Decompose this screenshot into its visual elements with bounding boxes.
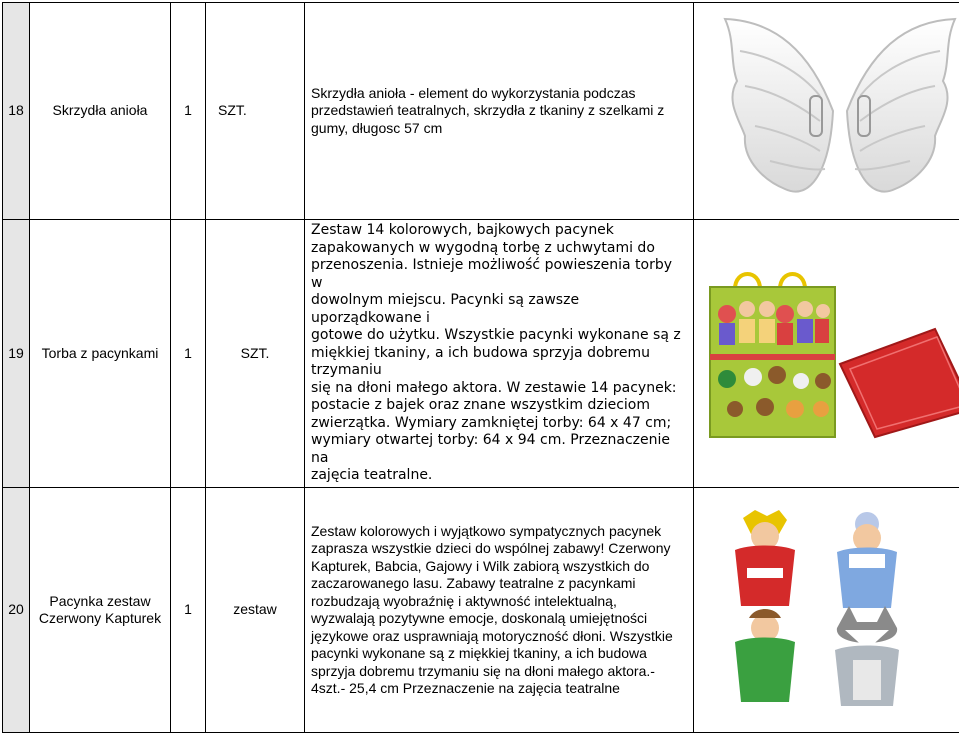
description: Skrzydła anioła - element do wykorzystania podczas przedstawień teatralnych, skrzydła z tkaniny z szelkami z gumy, długosc 57 cm	[305, 3, 694, 220]
quantity: 1	[171, 3, 206, 220]
description-line: postacie z bajek oraz znane wszystkim dzieciom	[311, 397, 651, 414]
description-line: się na dłoni małego aktora. W zestawie 14 pacynek:	[311, 379, 677, 396]
description-line: zwierzątka. Wymiary zamkniętej torby: 64 x 47 cm;	[311, 414, 672, 431]
product-image-cell	[694, 220, 959, 488]
puppet-bag-image	[705, 269, 959, 439]
unit: SZT.	[206, 220, 305, 488]
product-name: Torba z pacynkami	[30, 220, 171, 488]
product-name	[30, 488, 171, 733]
description	[305, 220, 694, 488]
product-name-line: Czerwony Kapturek	[38, 610, 162, 626]
product-image-cell	[694, 488, 959, 733]
quantity: 1	[171, 488, 206, 733]
unit: zestaw	[206, 488, 305, 733]
description-line: dowolnym miejscu. Pacynki są zawsze uporządkowane i	[311, 292, 580, 326]
red-riding-hood-puppets-image	[725, 510, 955, 710]
description-line: gotowe do użytku. Wszystkie pacynki wykonane są z	[311, 327, 681, 344]
table-row	[3, 488, 959, 733]
row-number: 18	[3, 3, 30, 220]
angel-wings-image	[715, 11, 959, 211]
product-name-line: Pacynka zestaw	[49, 592, 151, 609]
description-line: Zestaw kolorowych i wyjątkowo sympatycznych pacynek	[311, 522, 662, 539]
product-image-cell	[694, 3, 959, 220]
description-line: wymiary otwartej torby: 64 x 94 cm. Przeznaczenie na	[311, 432, 670, 466]
description-line: językowe oraz usprawniają motoryczność dłoni. Wszystkie	[311, 627, 673, 644]
description-line: miękkiej tkaniny, a ich budowa sprzyja dobremu trzymaniu	[311, 344, 650, 379]
row-number: 20	[3, 488, 30, 733]
description	[305, 488, 694, 733]
description-line: Zestaw 14 kolorowych, bajkowych pacynek	[311, 222, 614, 239]
description-line: rozbudzają wyobraźnię i aktywność intelektualną,	[311, 592, 617, 609]
description-line: 4szt.- 25,4 cm Przeznaczenie na zajęcia teatralne	[311, 680, 620, 696]
description-line: przenoszenia. Istnieje możliwość powieszenia torby w	[311, 257, 673, 291]
description-line: zaczarowanego lasu. Zabawy teatralne z pacynkami	[311, 575, 636, 591]
description-line: zapakowanych w wygodną torbę z uchwytami do	[311, 239, 655, 256]
table-row	[3, 3, 959, 220]
description-line: zaprasza wszystkie dzieci do wspólnej zabawy! Czerwony	[311, 540, 671, 556]
description-line: sprzyja dobremu trzymaniu się na dłoni małego aktora.-	[311, 662, 655, 679]
description-line: zajęcia teatralne.	[311, 467, 433, 484]
row-number: 19	[3, 220, 30, 488]
product-name: Skrzydła anioła	[30, 3, 171, 220]
description-line: Kapturek, Babcia, Gajowy i Wilk zabiorą wszystkich do	[311, 557, 650, 574]
product-table	[2, 2, 959, 733]
quantity: 1	[171, 220, 206, 488]
description-line: pacynki wykonane są z miękkiej tkaniny, a ich budowa	[311, 645, 647, 661]
unit: SZT.	[206, 3, 305, 220]
table-row	[3, 220, 959, 488]
description-line: wyzwalają pozytywne emocje, doskonalą umiejętności	[311, 610, 648, 626]
